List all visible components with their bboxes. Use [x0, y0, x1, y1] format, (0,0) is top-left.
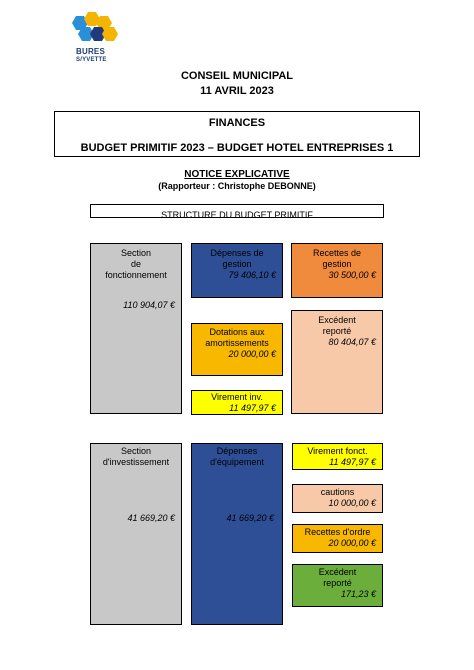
- recettes-ordre: [292, 524, 383, 553]
- recettes-gestion-l2: gestion: [322, 259, 352, 269]
- section-invest-amount: 41 669,20 €: [127, 513, 175, 523]
- section-investissement: [90, 443, 182, 625]
- finances-frame: [54, 111, 420, 157]
- virement-fonct-amount: 11 497,97 €: [329, 457, 376, 467]
- virement-fonct-l1: Virement fonct.: [307, 446, 368, 456]
- frame-section: FINANCES: [208, 117, 266, 129]
- section-fonctionnement: [90, 243, 182, 414]
- frame-subtitle: BUDGET PRIMITIF 2023 – BUDGET HOTEL ENTREPRISES 1: [80, 142, 394, 154]
- page-date: 11 AVRIL 2023: [200, 85, 274, 97]
- logo-line2: S/YVETTE: [76, 57, 107, 63]
- notice-rapporteur: (Rapporteur : Christophe DEBONNE): [158, 181, 316, 191]
- depenses-gestion-l2: gestion: [222, 259, 252, 269]
- excedent-invest-l2: reporté: [323, 578, 352, 588]
- depenses-equipement-l1: Dépenses: [216, 446, 258, 456]
- recettes-ordre-l1: Recettes d'ordre: [304, 527, 371, 537]
- virement-inv-l1: Virement inv.: [211, 392, 263, 402]
- virement-fonct: [292, 443, 383, 470]
- section-fonctionnement-l2: de: [130, 259, 141, 269]
- depenses-gestion-l1: Dépenses de: [210, 248, 264, 258]
- excedent-invest-amount: 171,23 €: [340, 589, 376, 599]
- excedent-investissement: [292, 564, 383, 607]
- excedent-fonct-l1: Excédent: [318, 315, 356, 325]
- recettes-gestion-l1: Recettes de: [312, 248, 362, 258]
- structure-label-text: STRUCTURE DU BUDGET PRIMITIF: [161, 210, 313, 220]
- depenses-equipement-amount: 41 669,20 €: [226, 513, 274, 523]
- depenses-equipement-l2: d'équipement: [210, 457, 264, 467]
- depenses-gestion: [191, 243, 283, 298]
- logo: [70, 12, 120, 68]
- section-fonctionnement-amount: 110 904,07 €: [123, 300, 175, 310]
- cautions-amount: 10 000,00 €: [328, 498, 376, 508]
- excedent-invest-l1: Excédent: [318, 567, 357, 577]
- section-fonctionnement-l1: Section: [120, 248, 152, 258]
- dotations-amount: 20 000,00 €: [228, 349, 276, 359]
- logo-line1: BURES: [76, 47, 106, 56]
- section-fonctionnement-l3: fonctionnement: [105, 270, 167, 280]
- recettes-ordre-amount: 20 000,00 €: [328, 538, 376, 548]
- section-invest-l1: Section: [120, 446, 152, 456]
- dotations-l1: Dotations aux: [209, 327, 265, 337]
- excedent-fonctionnement: [291, 310, 383, 414]
- virement-inv: [191, 390, 283, 415]
- cautions-l1: cautions: [320, 487, 355, 497]
- structure-label: [90, 204, 384, 218]
- recettes-gestion: [291, 243, 383, 298]
- dotations-amortissements: [191, 323, 283, 376]
- depenses-gestion-amount: 79 406,10 €: [228, 270, 276, 280]
- dotations-l2: amortissements: [205, 338, 269, 348]
- excedent-fonct-amount: 80 404,07 €: [328, 337, 376, 347]
- section-invest-l2: d'investissement: [102, 457, 170, 467]
- page-title: CONSEIL MUNICIPAL: [180, 70, 294, 82]
- cautions: [292, 484, 383, 513]
- recettes-gestion-amount: 30 500,00 €: [328, 270, 376, 280]
- depenses-equipement: [191, 443, 283, 625]
- notice-title: NOTICE EXPLICATIVE: [184, 169, 290, 180]
- excedent-fonct-l2: reporté: [322, 326, 352, 336]
- virement-inv-amount: 11 497,97 €: [229, 403, 276, 413]
